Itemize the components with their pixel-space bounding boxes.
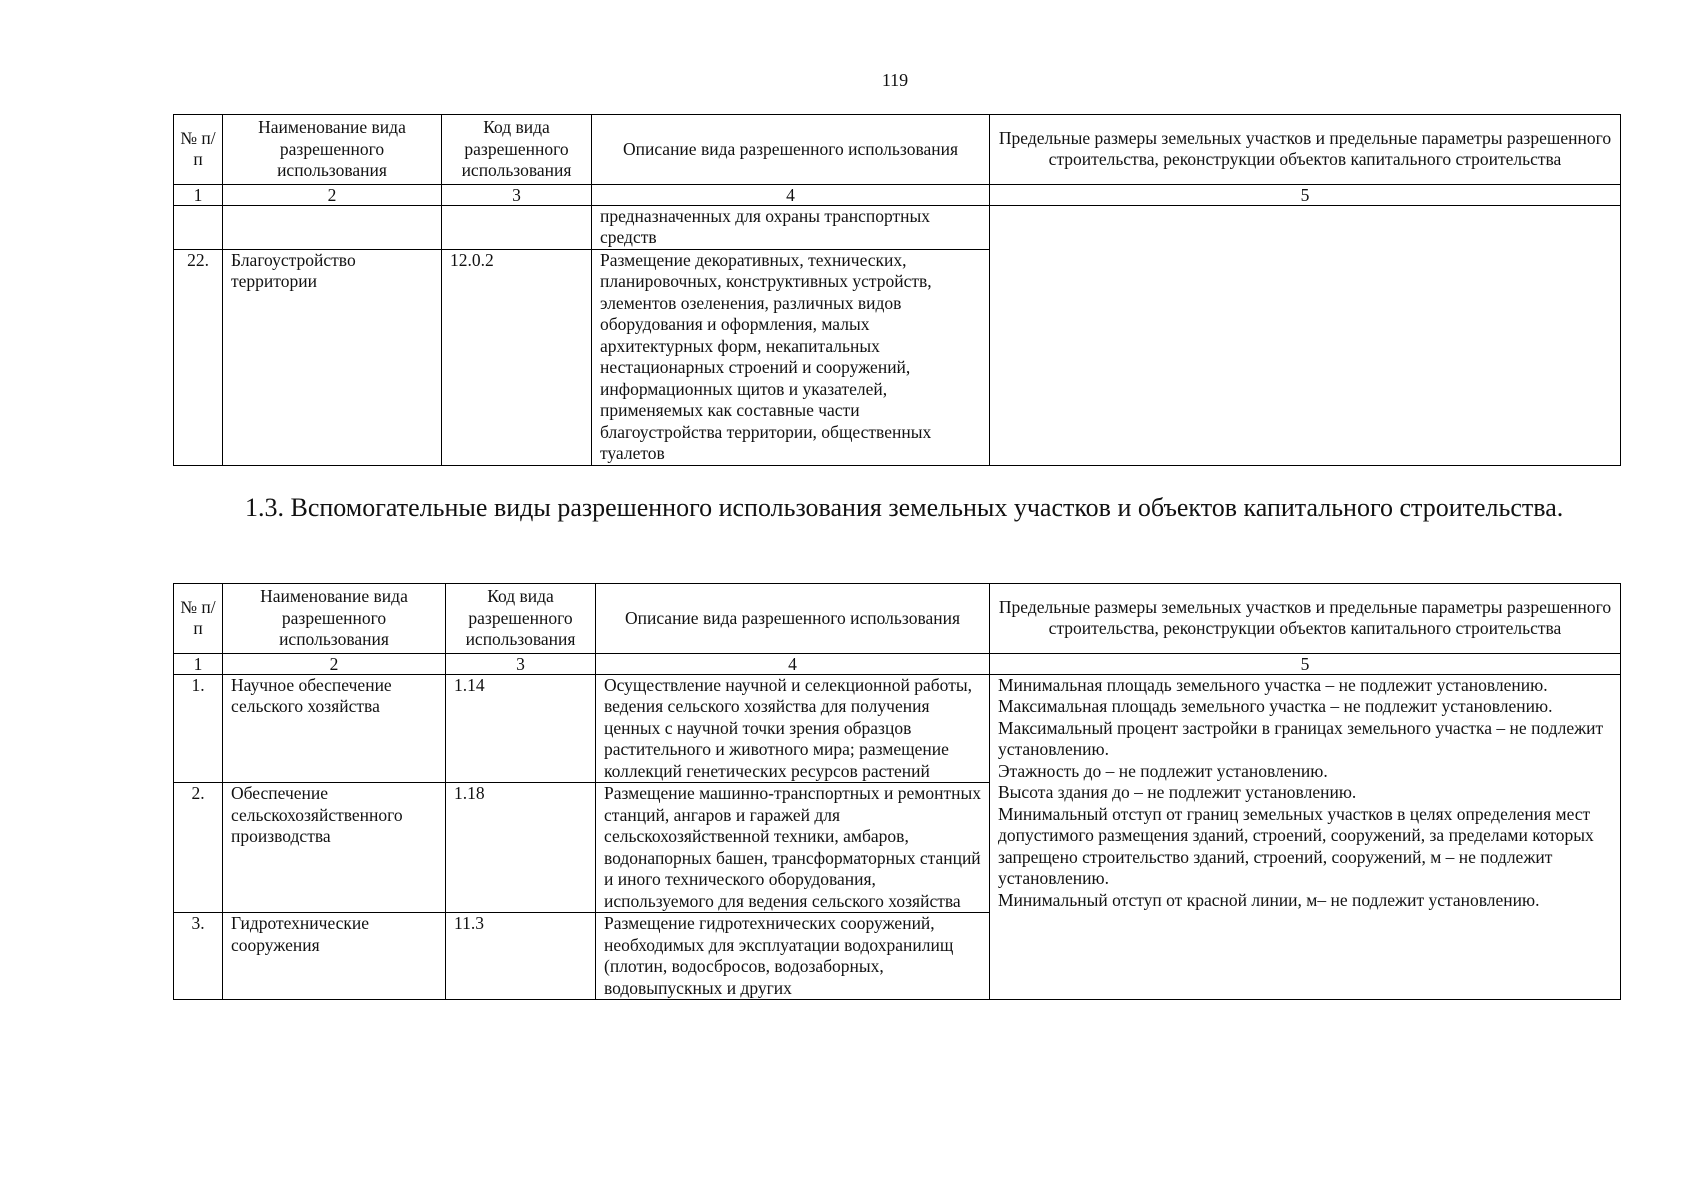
use-description: Размещение декоративных, технических, планировочных, конструктивных устройств, элементов озеленения, различных видов оборудования и оформления, малых архитектурных форм, некапитальных нестационарных строений и сооружений, информационных щитов и указателей, применяемых как составные части благоустройства территории, общественных туалетов: [592, 249, 990, 465]
column-number: 4: [592, 184, 990, 205]
use-description: Размещение машинно-транспортных и ремонтных станций, ангаров и гаражей для сельскохозяйственной техники, амбаров, водонапорных башен, трансформаторных станций и иного технического оборудования, используемого для ведения сельского хозяйства: [596, 783, 990, 913]
header-name: Наименование вида разрешенного использования: [223, 584, 446, 654]
column-number: 1: [174, 653, 223, 674]
table-row: [174, 205, 1621, 249]
column-number: 3: [446, 653, 596, 674]
table-header-row: [174, 115, 1621, 185]
parameter-line: Максимальная площадь земельного участка – не подлежит установлению.: [998, 696, 1553, 716]
section-heading-text: 1.3. Вспомогательные виды разрешенного использования земельных участков и объектов капитального строительства.: [245, 493, 1564, 522]
land-use-table-main: [173, 114, 1621, 466]
continuation-description: предназначенных для охраны транспортных средств: [592, 205, 990, 249]
row-number: 22.: [174, 249, 223, 465]
use-code: 1.14: [446, 674, 596, 783]
auxiliary-use-table: [173, 583, 1621, 1000]
row-number: 3.: [174, 913, 223, 1000]
use-name: Научное обеспечение сельского хозяйства: [223, 674, 446, 783]
use-code: 12.0.2: [442, 249, 592, 465]
use-description: Размещение гидротехнических сооружений, необходимых для эксплуатации водохранилищ (плотин, водосбросов, водозаборных, водовыпускных и других: [596, 913, 990, 1000]
use-description: Осуществление научной и селекционной работы, ведения сельского хозяйства для получения ценных с научной точки зрения образцов растительного и животного мира; размещение коллекций генетических ресурсов растений: [596, 674, 990, 783]
header-code: Код вида разрешенного использования: [442, 115, 592, 185]
table-header-row: [174, 584, 1621, 654]
parameter-line: Минимальный отступ от красной линии, м– не подлежит установлению.: [998, 889, 1540, 910]
header-parameters: Предельные размеры земельных участков и предельные параметры разрешенного строительства, реконструкции объектов капитального строительства: [990, 584, 1621, 654]
use-code: 11.3: [446, 913, 596, 1000]
section-heading: [173, 492, 1620, 523]
column-number: 3: [442, 184, 592, 205]
column-numbers-row: [174, 184, 1621, 205]
column-number: 2: [223, 653, 446, 674]
column-number: 2: [223, 184, 442, 205]
parameters-cell: [990, 674, 1621, 1000]
column-numbers-row: [174, 653, 1621, 674]
header-number: № п/п: [174, 584, 223, 654]
column-number: 4: [596, 653, 990, 674]
table-row: [174, 674, 1621, 783]
parameter-line: Минимальная площадь земельного участка – не подлежит установлению.: [998, 674, 1548, 695]
use-name: Обеспечение сельскохозяйственного производства: [223, 783, 446, 913]
row-number: 1.: [174, 674, 223, 783]
use-code: 1.18: [446, 783, 596, 913]
header-number: № п/п: [174, 115, 223, 185]
parameter-line: Максимальный процент застройки в границах земельного участка – не подлежит установлению.: [998, 717, 1604, 759]
use-name: Благоустройство территории: [223, 249, 442, 465]
row-number: 2.: [174, 783, 223, 913]
column-number: 5: [990, 184, 1621, 205]
parameters-cell: [990, 205, 1621, 465]
header-name: Наименование вида разрешенного использования: [223, 115, 442, 185]
parameter-line: Высота здания до – не подлежит установлению.: [998, 782, 1357, 802]
parameter-line: Этажность до – не подлежит установлению.: [998, 760, 1328, 781]
page-number: 119: [881, 70, 909, 90]
column-number: 5: [990, 653, 1621, 674]
use-name: Гидротехнические сооружения: [223, 913, 446, 1000]
header-code: Код вида разрешенного использования: [446, 584, 596, 654]
header-description: Описание вида разрешенного использования: [592, 115, 990, 185]
header-parameters: Предельные размеры земельных участков и предельные параметры разрешенного строительства, реконструкции объектов капитального строительства: [990, 115, 1621, 185]
column-number: 1: [174, 184, 223, 205]
parameter-line: Минимальный отступ от границ земельных участков в целях определения мест допустимого размещения зданий, строений, сооружений, за пределами которых запрещено строительство зданий, строений, сооружений, м – не подлежит установлению.: [998, 803, 1594, 888]
header-description: Описание вида разрешенного использования: [596, 584, 990, 654]
